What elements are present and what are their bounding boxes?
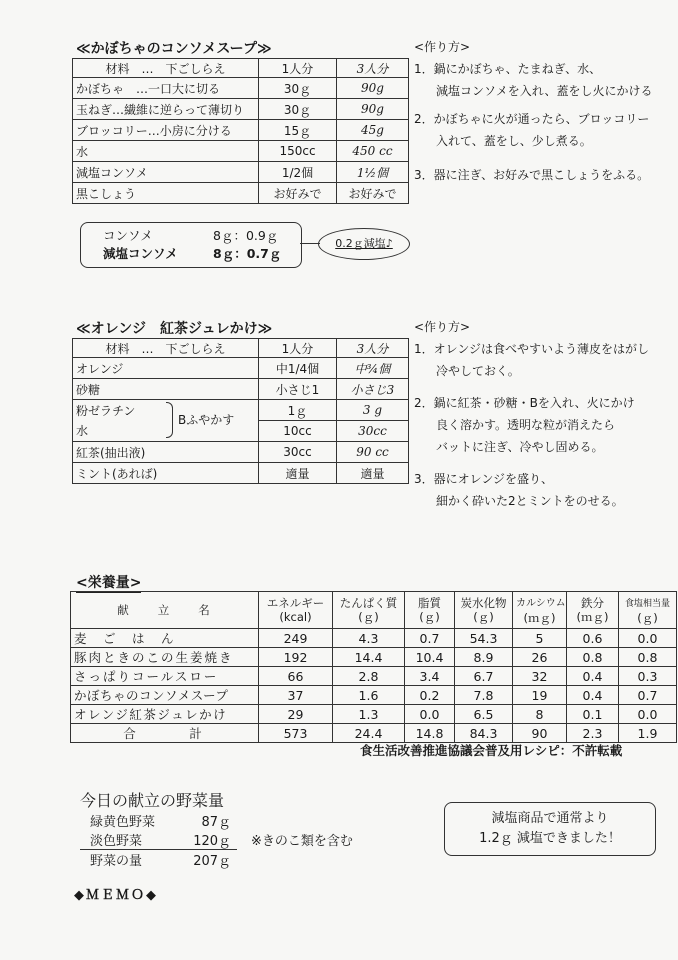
amount-3-cell: 適量	[337, 463, 409, 484]
col-header: 1人分	[259, 59, 337, 78]
table-row	[73, 183, 409, 204]
value-cell: 19	[513, 686, 567, 705]
value-cell: 1.3	[333, 705, 405, 724]
ingredient-cell: かぼちゃ …一口大に切る	[73, 78, 259, 99]
table-total-row	[71, 724, 677, 743]
table-row	[73, 120, 409, 141]
dish-name-cell: さっぱりコールスロー	[71, 667, 259, 686]
col-header: 3人分	[337, 339, 409, 358]
dish-name-cell: オレンジ紅茶ジュレかけ	[71, 705, 259, 724]
step-1-line-2: 減塩コンソメを入れ、蓋をし火にかける	[436, 84, 653, 98]
value-cell: 3.4	[405, 667, 455, 686]
amount-3-cell: 30cc	[337, 421, 409, 442]
table-row	[73, 99, 409, 120]
total-value-cell: 90	[513, 724, 567, 743]
amount-3-cell: 小さじ3	[337, 379, 409, 400]
amount-1-cell: 15ｇ	[259, 120, 337, 141]
step-2-line-1: 2．かぼちゃに火が通ったら、ブロッコリー	[414, 112, 650, 126]
step-3-line-1: 3．器に注ぎ、お好みで黒こしょうをふる。	[414, 168, 650, 182]
table-row	[73, 463, 409, 484]
table-row	[71, 686, 677, 705]
value-cell: 0.4	[567, 686, 619, 705]
ingredient-cell: 水	[73, 141, 259, 162]
veg-label: 淡色野菜	[80, 830, 161, 850]
recipe2-ingredient-table	[72, 338, 409, 484]
value-cell: 29	[259, 705, 333, 724]
amount-3-cell: 3 g	[337, 400, 409, 421]
step-3-line-2: 細かく砕いた2とミントをのせる。	[436, 494, 624, 508]
ingredient-cell: 黒こしょう	[73, 183, 259, 204]
value-cell: 7.8	[455, 686, 513, 705]
col-header-salt: 食塩相当量 (ｇ)	[619, 592, 677, 629]
value-cell: 8.9	[455, 648, 513, 667]
ingredient-cell: 水	[73, 421, 259, 442]
total-label-cell: 合 計	[71, 724, 259, 743]
total-value-cell: 84.3	[455, 724, 513, 743]
recipe2-title: ≪オレンジ 紅茶ジュレかけ≫	[76, 321, 273, 337]
amount-1-cell: 1ｇ	[259, 400, 337, 421]
recipe1-ingredient-table	[72, 58, 409, 204]
value-cell: 0.8	[567, 648, 619, 667]
veg-note: ※きのこ類を含む	[251, 834, 353, 850]
col-header: 1人分	[259, 339, 337, 358]
amount-3-cell: 45g	[337, 120, 409, 141]
col-header-fat: 脂質 (ｇ)	[405, 592, 455, 629]
compare-value-1: 8ｇ：0.9ｇ	[213, 228, 279, 243]
table-row	[73, 78, 409, 99]
value-cell: 192	[259, 648, 333, 667]
ingredient-cell: オレンジ	[73, 358, 259, 379]
list-item	[80, 811, 359, 830]
value-cell: 0.1	[567, 705, 619, 724]
table-row	[73, 379, 409, 400]
compare-name-2: 減塩コンソメ	[103, 246, 178, 261]
ingredient-cell: ミント(あれば)	[73, 463, 259, 484]
brace-icon	[166, 402, 173, 438]
list-item	[80, 850, 359, 870]
recipe2-steps	[414, 316, 676, 512]
step-2-line-2: 良く溶かす。透明な粒が消えたら	[436, 418, 616, 432]
amount-1-cell: 30cc	[259, 442, 337, 463]
table-row	[73, 400, 409, 421]
salt-reduction-box	[444, 802, 656, 856]
value-cell: 0.4	[567, 667, 619, 686]
total-value-cell: 14.8	[405, 724, 455, 743]
table-row	[73, 141, 409, 162]
compare-value-2: 8ｇ：0.7ｇ	[213, 246, 282, 261]
vegetable-summary	[80, 788, 359, 869]
veg-value: 87ｇ	[201, 815, 232, 830]
value-cell: 66	[259, 667, 333, 686]
compare-name-1: コンソメ	[103, 228, 153, 243]
value-cell: 0.3	[619, 667, 677, 686]
value-cell: 1.6	[333, 686, 405, 705]
table-row	[73, 421, 409, 442]
amount-1-cell: 10cc	[259, 421, 337, 442]
recipe1-title: ≪かぼちゃのコンソメスープ≫	[76, 41, 272, 57]
step-1-line-2: 冷やしておく。	[436, 364, 520, 378]
ingredient-cell: 玉ねぎ…繊維に逆らって薄切り	[73, 99, 259, 120]
col-header-carbs: 炭水化物 (ｇ)	[455, 592, 513, 629]
value-cell: 8	[513, 705, 567, 724]
value-cell: 5	[513, 629, 567, 648]
step-1-line-1: 1．鍋にかぼちゃ、たまねぎ、水、	[414, 62, 602, 76]
amount-1-cell: 30ｇ	[259, 99, 337, 120]
value-cell: 0.2	[405, 686, 455, 705]
col-header-iron: 鉄分 (ｍｇ)	[567, 592, 619, 629]
amount-3-cell: お好みで	[337, 183, 409, 204]
value-cell: 6.5	[455, 705, 513, 724]
col-header: 材料 … 下ごしらえ	[73, 59, 259, 78]
nutrition-table	[70, 591, 677, 743]
step-2-line-1: 2．鍋に紅茶・砂糖・Bを入れ、火にかけ	[414, 396, 635, 410]
table-row	[71, 667, 677, 686]
table-row	[73, 442, 409, 463]
step-3-line-1: 3．器にオレンジを盛り、	[414, 472, 554, 486]
table-row	[73, 162, 409, 183]
value-cell: 0.0	[405, 705, 455, 724]
callout-connector	[300, 243, 320, 244]
total-value-cell: 573	[259, 724, 333, 743]
value-cell: 0.8	[619, 648, 677, 667]
value-cell: 0.7	[619, 686, 677, 705]
amount-1-cell: 小さじ1	[259, 379, 337, 400]
steps-header: <作り方>	[414, 40, 471, 54]
amount-3-cell: 中¾個	[337, 358, 409, 379]
brace-label: Bふやかす	[178, 413, 235, 427]
total-value-cell: 1.9	[619, 724, 677, 743]
amount-1-cell: 適量	[259, 463, 337, 484]
memo-heading: ◆ＭＥＭＯ◆	[74, 888, 158, 903]
col-header: 3人分	[337, 59, 409, 78]
amount-1-cell: 150cc	[259, 141, 337, 162]
table-row	[71, 705, 677, 724]
value-cell: 0.6	[567, 629, 619, 648]
value-cell: 0.0	[619, 629, 677, 648]
value-cell: 32	[513, 667, 567, 686]
value-cell: 0.7	[405, 629, 455, 648]
dish-name-cell: 豚肉ときのこの生姜焼き	[71, 648, 259, 667]
total-value-cell: 2.3	[567, 724, 619, 743]
col-header-dish: 献 立 名	[71, 592, 259, 629]
col-header-calcium: カルシウム (ｍｇ)	[513, 592, 567, 629]
amount-1-cell: お好みで	[259, 183, 337, 204]
amount-3-cell: 450 cc	[337, 141, 409, 162]
copyright-notice: 食生活改善推進協議会普及用レシピ：不許転載	[360, 743, 623, 758]
value-cell: 2.8	[333, 667, 405, 686]
amount-3-cell: 90 cc	[337, 442, 409, 463]
veg-value: 207ｇ	[193, 854, 232, 869]
ingredient-cell: 減塩コンソメ	[73, 162, 259, 183]
salt-box-line-2: 1.2ｇ 減塩できました！	[479, 831, 621, 846]
table-row	[71, 648, 677, 667]
table-header-row	[73, 59, 409, 78]
table-header-row	[73, 339, 409, 358]
value-cell: 54.3	[455, 629, 513, 648]
value-cell: 6.7	[455, 667, 513, 686]
salt-box-line-1: 減塩商品で通常より	[491, 811, 609, 826]
value-cell: 0.0	[619, 705, 677, 724]
value-cell: 37	[259, 686, 333, 705]
veg-label: 緑黄色野菜	[90, 815, 156, 830]
salt-reduction-callout: 0.2ｇ減塩♪	[318, 228, 410, 260]
ingredient-cell: 紅茶(抽出液)	[73, 442, 259, 463]
value-cell: 14.4	[333, 648, 405, 667]
amount-1-cell: 1/2個	[259, 162, 337, 183]
recipe1-steps	[414, 36, 676, 186]
col-header-energy: エネルギー (kcal)	[259, 592, 333, 629]
consomme-compare-box	[80, 222, 302, 268]
ingredient-cell: 粉ゼラチン	[73, 400, 259, 421]
value-cell: 26	[513, 648, 567, 667]
veg-value: 120ｇ	[161, 830, 237, 850]
steps-header: <作り方>	[414, 320, 471, 334]
amount-1-cell: 30ｇ	[259, 78, 337, 99]
step-2-line-2: 入れて、蓋をし、少し煮る。	[436, 134, 592, 148]
ingredient-cell: ブロッコリー…小房に分ける	[73, 120, 259, 141]
table-row	[73, 358, 409, 379]
amount-3-cell: 90g	[337, 78, 409, 99]
step-1-line-1: 1．オレンジは食べやすいよう薄皮をはがし	[414, 342, 650, 356]
veg-label: 野菜の量	[90, 854, 143, 869]
amount-3-cell: 1½個	[337, 162, 409, 183]
amount-3-cell: 90g	[337, 99, 409, 120]
dish-name-cell: かぼちゃのコンソメスープ	[71, 686, 259, 705]
step-2-line-3: バットに注ぎ、冷やし固める。	[436, 440, 604, 454]
dish-name-cell: 麦 ご は ん	[71, 629, 259, 648]
value-cell: 10.4	[405, 648, 455, 667]
amount-1-cell: 中1/4個	[259, 358, 337, 379]
value-cell: 249	[259, 629, 333, 648]
vegetable-title: 今日の献立の野菜量	[80, 791, 225, 810]
nutrition-title: <栄養量>	[76, 575, 142, 591]
col-header: 材料 … 下ごしらえ	[73, 339, 259, 358]
table-row	[71, 629, 677, 648]
list-item	[80, 830, 359, 850]
total-value-cell: 24.4	[333, 724, 405, 743]
value-cell: 4.3	[333, 629, 405, 648]
col-header-protein: たんぱく質 (ｇ)	[333, 592, 405, 629]
ingredient-cell: 砂糖	[73, 379, 259, 400]
table-header-row	[71, 592, 677, 629]
